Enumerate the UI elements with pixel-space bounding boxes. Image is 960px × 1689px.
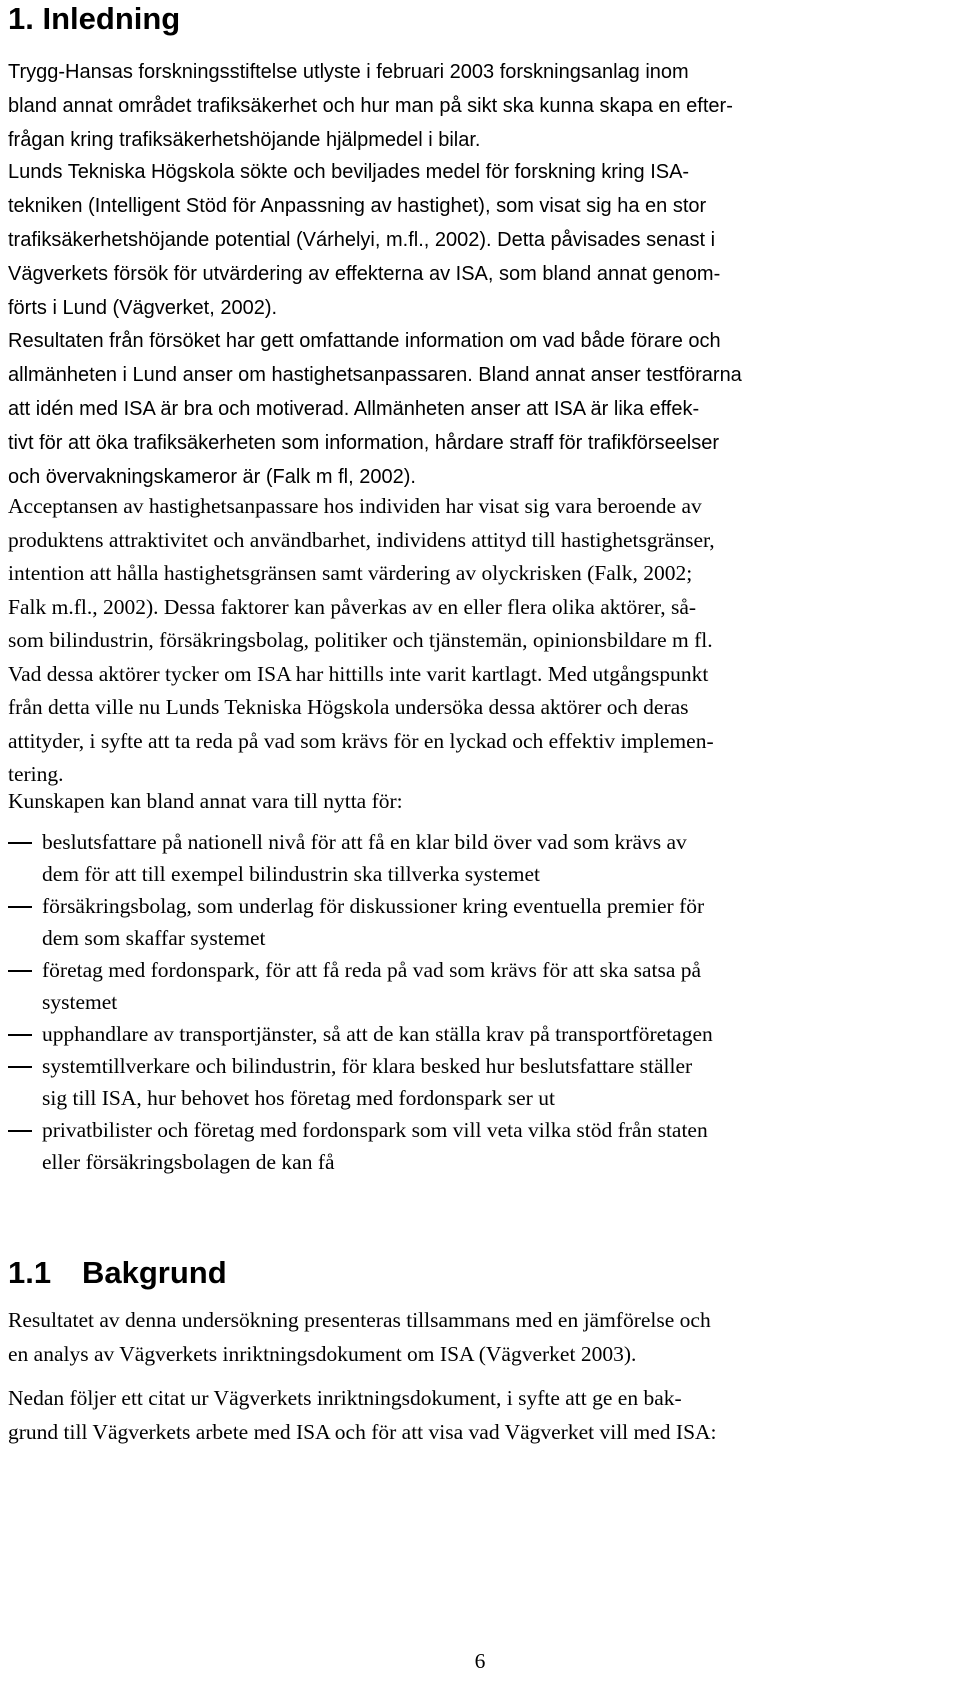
list-item bbox=[8, 1018, 952, 1050]
text-line: förts i Lund (Vägverket, 2002). bbox=[8, 297, 278, 319]
text-line: från detta ville nu Lunds Tekniska Högskola undersöka dessa aktörer och deras bbox=[8, 695, 689, 719]
paragraph-background bbox=[8, 1303, 952, 1371]
beneficiary-list bbox=[8, 826, 952, 1178]
text-line: Vad dessa aktörer tycker om ISA har hittills inte varit kartlagt. Med utgångspunkt bbox=[8, 661, 709, 686]
list-item-line: dem för att till exempel bilindustrin ska tillverka systemet bbox=[42, 862, 540, 886]
paragraph-intro bbox=[8, 55, 952, 157]
list-item bbox=[8, 954, 952, 1018]
text-line: tekniken (Intelligent Stöd för Anpassning av hastighet), som visat sig ha en stor bbox=[8, 195, 707, 217]
text-line: frågan kring trafiksäkerhetshöjande hjälpmedel i bilar. bbox=[8, 129, 481, 151]
text-line: som bilindustrin, försäkringsbolag, politiker och tjänstemän, opinionsbildare m fl. bbox=[8, 628, 713, 652]
text-line: trafiksäkerhetshöjande potential (Várhelyi, m.fl., 2002). Detta påvisades senast i bbox=[8, 229, 716, 251]
text-line: intention att hålla hastighetsgränsen samt värdering av olyckrisken (Falk, 2002; bbox=[8, 561, 693, 585]
list-item bbox=[8, 890, 952, 954]
text-line: Falk m.fl., 2002). Dessa faktorer kan påverkas av en eller flera olika aktörer, så- bbox=[8, 594, 697, 619]
text-line: Trygg-Hansas forskningsstiftelse utlyste i februari 2003 forskningsanlag inom bbox=[8, 61, 689, 83]
paragraph-citation-intro bbox=[8, 1381, 952, 1449]
list-item-line: upphandlare av transportjänster, så att de kan ställa krav på transportföretagen bbox=[42, 1022, 713, 1046]
text-line: bland annat området trafiksäkerhet och hur man på sikt ska kunna skapa en efter- bbox=[8, 95, 733, 117]
list-item bbox=[8, 826, 952, 890]
dash-bullet bbox=[8, 906, 32, 908]
list-item bbox=[8, 1114, 952, 1178]
dash-bullet bbox=[8, 1066, 32, 1068]
list-item-line: sig till ISA, hur behovet hos företag med fordonspark ser ut bbox=[42, 1086, 555, 1110]
list-item-line: företag med fordonspark, för att få reda på vad som krävs för att ska satsa på bbox=[42, 958, 702, 982]
text-line: och övervakningskameror är (Falk m fl, 2002). bbox=[8, 466, 416, 488]
paragraph-results bbox=[8, 324, 952, 494]
list-item-line: dem som skaffar systemet bbox=[42, 926, 266, 950]
list-item-line: beslutsfattare på nationell nivå för att få en klar bild över vad som krävs av bbox=[42, 830, 687, 854]
dash-bullet bbox=[8, 1130, 32, 1132]
list-item-line: eller försäkringsbolagen de kan få bbox=[42, 1150, 335, 1174]
dash-bullet bbox=[8, 970, 32, 972]
text-line: Vägverkets försök för utvärdering av effekterna av ISA, som bland annat genom- bbox=[8, 263, 721, 285]
text-line: grund till Vägverkets arbete med ISA och för att visa vad Vägverket vill med ISA: bbox=[8, 1420, 717, 1444]
text-line: tivt för att öka trafiksäkerheten som information, hårdare straff för trafikförseelser bbox=[8, 432, 720, 454]
text-line: en analys av Vägverkets inriktningsdokument om ISA (Vägverket 2003). bbox=[8, 1342, 637, 1366]
text-line: allmänheten i Lund anser om hastighetsanpassaren. Bland annat anser testförarna bbox=[8, 364, 742, 386]
section-heading bbox=[8, 1254, 227, 1292]
list-item-line: privatbilister och företag med fordonspark som vill veta vilka stöd från staten bbox=[42, 1118, 708, 1142]
paragraph-acceptance bbox=[8, 490, 952, 792]
text-line: Acceptansen av hastighetsanpassare hos individen har visat sig vara beroende av bbox=[8, 494, 702, 518]
dash-bullet bbox=[8, 1034, 32, 1036]
text-line: Kunskapen kan bland annat vara till nytta för: bbox=[8, 789, 403, 813]
chapter-number: 1. bbox=[8, 1, 34, 36]
section-number: 1.1 bbox=[8, 1255, 52, 1290]
text-line: Resultatet av denna undersökning presenteras tillsammans med en jämförelse och bbox=[8, 1308, 711, 1332]
list-item-line: systemtillverkare och bilindustrin, för klara besked hur beslutsfattare ställer bbox=[42, 1054, 693, 1078]
page-number: 6 bbox=[474, 1649, 486, 1673]
section-title: Bakgrund bbox=[82, 1255, 227, 1290]
text-line: Lunds Tekniska Högskola sökte och beviljades medel för forskning kring ISA- bbox=[8, 161, 690, 183]
list-item-line: systemet bbox=[42, 990, 118, 1014]
paragraph-knowledge bbox=[8, 784, 952, 818]
dash-bullet bbox=[8, 842, 32, 844]
list-item-line: försäkringsbolag, som underlag för diskussioner kring eventuella premier för bbox=[42, 894, 705, 918]
paragraph-lth bbox=[8, 155, 952, 325]
text-line: attityder, i syfte att ta reda på vad som krävs för en lyckad och effektiv implemen- bbox=[8, 728, 714, 753]
chapter-heading bbox=[8, 0, 180, 38]
chapter-title: Inledning bbox=[42, 1, 181, 36]
text-line: produktens attraktivitet och användbarhet, individens attityd till hastighetsgränser, bbox=[8, 527, 715, 552]
list-item bbox=[8, 1050, 952, 1114]
text-line: Nedan följer ett citat ur Vägverkets inriktningsdokument, i syfte att ge en bak- bbox=[8, 1386, 682, 1410]
text-line: att idén med ISA är bra och motiverad. Allmänheten anser att ISA är lika effek- bbox=[8, 398, 700, 420]
text-line: Resultaten från försöket har gett omfattande information om vad både förare och bbox=[8, 330, 721, 352]
text-line: tering. bbox=[8, 762, 64, 786]
